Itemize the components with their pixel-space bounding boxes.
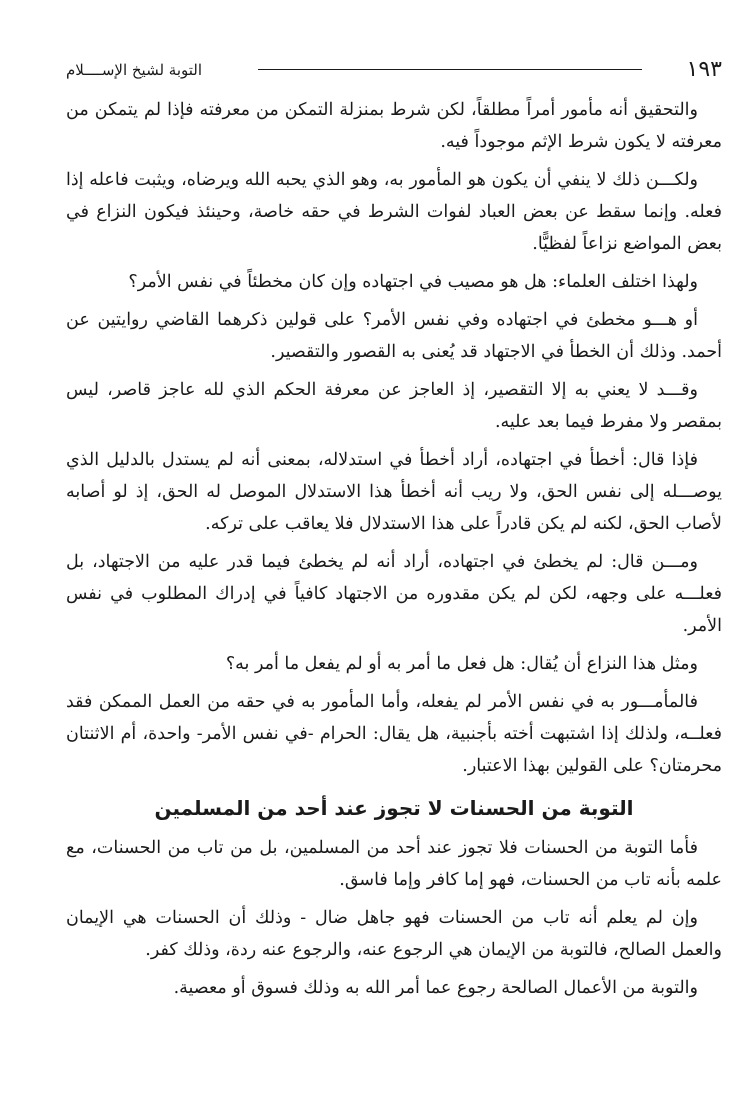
paragraph: ولكـــن ذلك لا ينفي أن يكون هو المأمور به، وهو الذي يحبه الله ويرضاه، ويثبت فاعله إذا فعله. وإنما سقط عن بعض العباد لفوات الشرط في حقه خاصة، وحينئذ فيكون النزاع في بعض المواضع نزاعاً لفظيًّا.	[66, 170, 722, 254]
paragraph: فإذا قال: أخطأ في اجتهاده، أراد أخطأ في استدلاله، بمعنى أنه لم يستدل بالدليل الذي يوصـــله إلى نفس الحق، ولا ريب أنه أخطأ هذا الاستدلال الموصل له الحق، إذ لو أصابه لأصاب الحق، لكنه لم يكن قادراً على هذا الاستدلال فلا يعاقب على تركه.	[66, 450, 722, 534]
page-body	[66, 94, 722, 1010]
page-header	[66, 56, 722, 86]
paragraph: والتوبة من الأعمال الصالحة رجوع عما أمر الله به وذلك فسوق أو معصية.	[173, 978, 698, 998]
section-heading: التوبة من الحسنات لا تجوز عند أحد من المسلمين	[154, 796, 634, 820]
paragraph: أو هـــو مخطئ في اجتهاده وفي نفس الأمر؟ على قولين ذكرهما القاضي روايتين عن أحمد. وذلك أن الخطأ في الاجتهاد قد يُعنى به القصور والتقصير.	[66, 310, 722, 362]
header-rule	[258, 69, 642, 70]
page-number: ١٩٣	[686, 57, 722, 82]
paragraph: ومثل هذا النزاع أن يُقال: هل فعل ما أمر به أو لم يفعل ما أمر به؟	[225, 654, 698, 674]
running-title: التوبة لشيخ الإســــلام	[66, 61, 203, 79]
paragraph: ولهذا اختلف العلماء: هل هو مصيب في اجتهاده وإن كان مخطئاً في نفس الأمر؟	[128, 272, 698, 292]
paragraph: فالمأمـــور به في نفس الأمر لم يفعله، وأما المأمور به في حقه من العمل الممكن فقد فعلــه، ولذلك إذا اشتبهت أخته بأجنبية، هل يقال: الحرام -في نفس الأمر- واحدة، أم الاثنتان محرمتان؟ على القولين بهذا الاعتبار.	[66, 692, 722, 776]
paragraph: وإن لم يعلم أنه تاب من الحسنات فهو جاهل ضال - وذلك أن الحسنات هي الإيمان والعمل الصالح، فالتوبة من الإيمان هي الرجوع عنه، والرجوع عنه ردة، وذلك كفر.	[66, 908, 722, 960]
paragraph: ومـــن قال: لم يخطئ في اجتهاده، أراد أنه لم يخطئ فيما قدر عليه من الاجتهاد، بل فعلـــه على وجهه، لكن لم يكن مقدوره من الاجتهاد كافياً في إدراك المطلوب في نفس الأمر.	[66, 552, 722, 636]
paragraph: وقـــد لا يعني به إلا التقصير، إذ العاجز عن معرفة الحكم الذي لله عاجز قاصر، ليس بمقصر ولا مفرط فيما بعد عليه.	[66, 380, 722, 432]
paragraph: فأما التوبة من الحسنات فلا تجوز عند أحد من المسلمين، بل من تاب من الحسنات، مع علمه بأنه تاب من الحسنات، فهو إما كافر وإما فاسق.	[66, 838, 722, 890]
paragraph: والتحقيق أنه مأمور أمراً مطلقاً، لكن شرط بمنزلة التمكن من معرفته فإذا لم يتمكن من معرفته لا يكون شرط الإثم موجوداً فيه.	[66, 100, 722, 152]
